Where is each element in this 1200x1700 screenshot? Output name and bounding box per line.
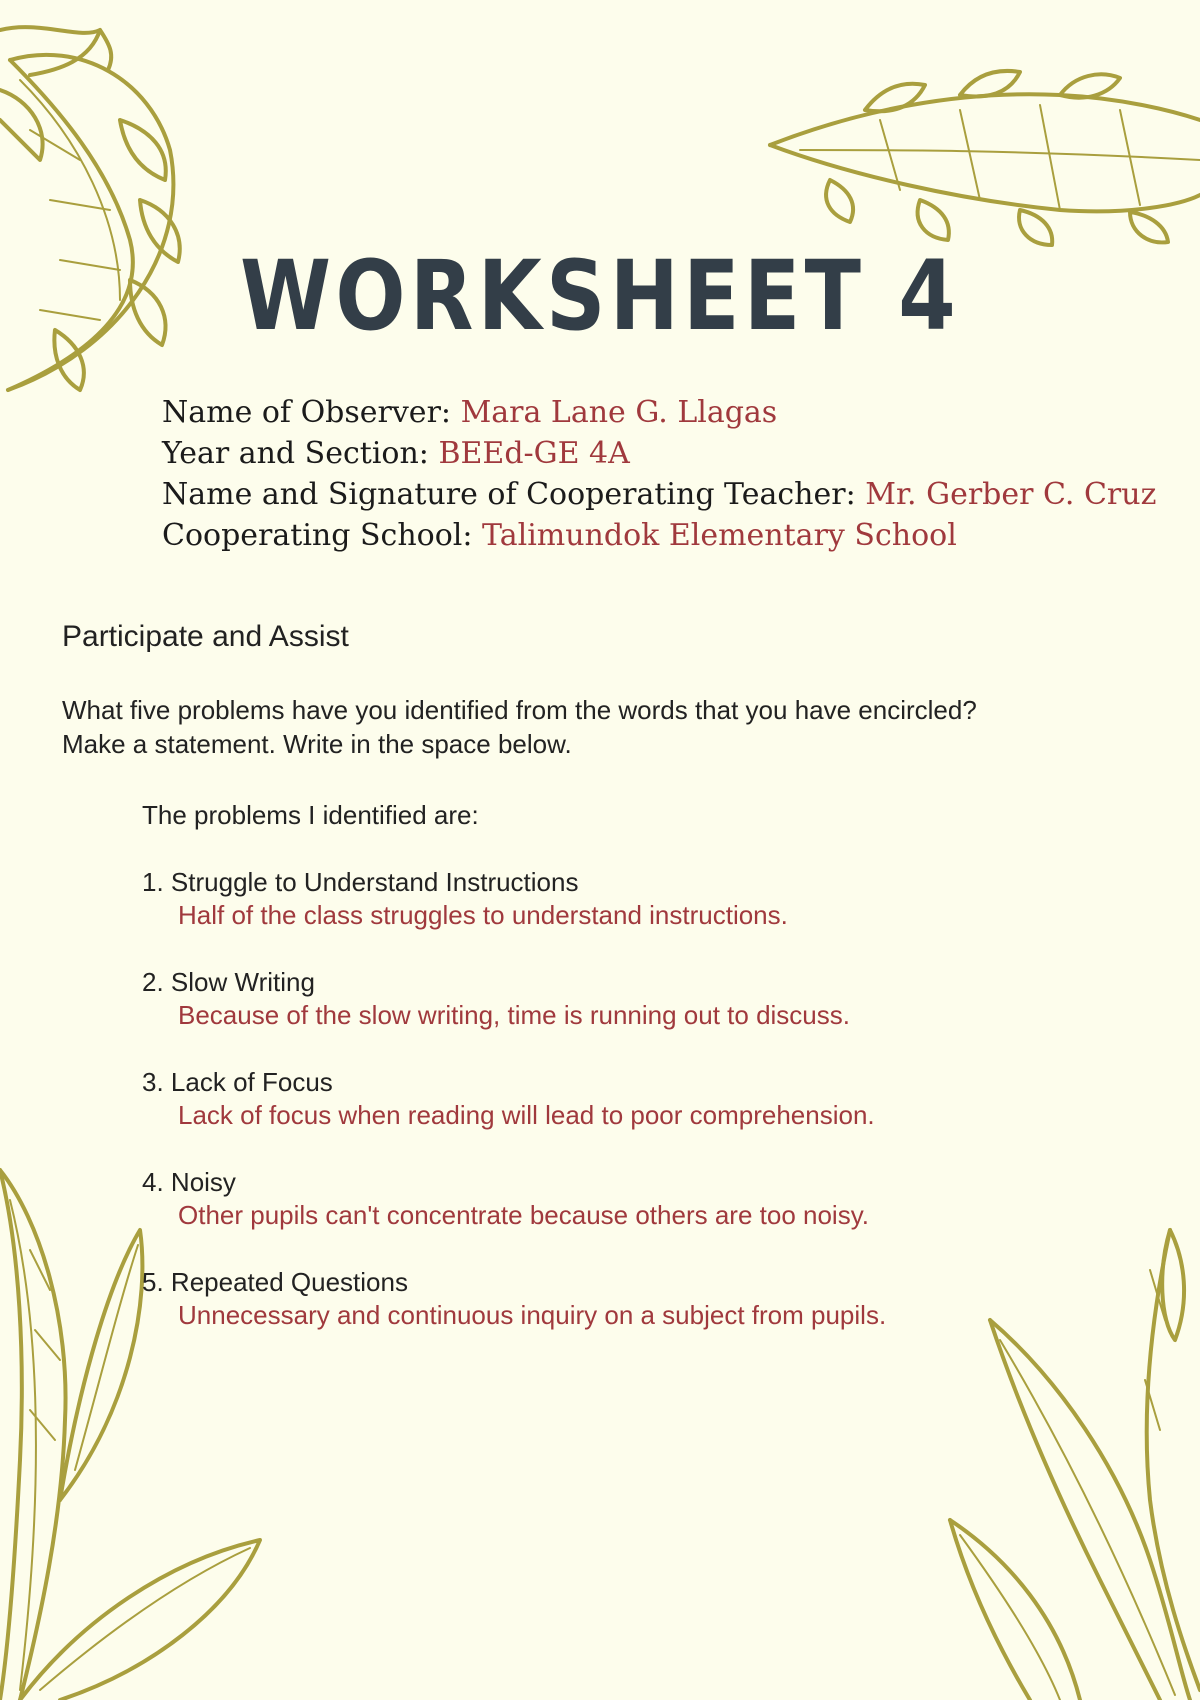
prompt-line-1: What five problems have you identified from the words that you have encircled? bbox=[62, 695, 977, 725]
section-value: BEEd-GE 4A bbox=[438, 436, 630, 471]
list-item bbox=[142, 1166, 1142, 1266]
problem-number: 2. bbox=[142, 967, 164, 997]
problem-heading bbox=[142, 966, 1142, 999]
observer-label: Name of Observer: bbox=[162, 395, 452, 430]
problem-statement: Lack of focus when reading will lead to poor comprehension. bbox=[178, 1100, 875, 1130]
problem-heading bbox=[142, 866, 1142, 899]
observer-row bbox=[162, 392, 1156, 433]
school-row bbox=[162, 515, 1156, 556]
problem-number: 3. bbox=[142, 1067, 164, 1097]
teacher-row bbox=[162, 474, 1156, 515]
problem-title: Lack of Focus bbox=[170, 1067, 333, 1097]
problem-statement: Half of the class struggles to understand instructions. bbox=[178, 900, 788, 930]
list-item bbox=[142, 1266, 1142, 1366]
list-item bbox=[142, 966, 1142, 1066]
list-item bbox=[142, 1066, 1142, 1166]
problem-title: Noisy bbox=[170, 1167, 236, 1197]
observer-info bbox=[162, 392, 1156, 556]
prompt-line-2: Make a statement. Write in the space below. bbox=[62, 729, 572, 759]
page-title: WORKSHEET 4 bbox=[240, 240, 960, 352]
section-label: Year and Section: bbox=[162, 436, 429, 471]
problem-statement: Because of the slow writing, time is running out to discuss. bbox=[178, 1000, 850, 1030]
problem-number: 4. bbox=[142, 1167, 164, 1197]
section-heading: Participate and Assist bbox=[62, 620, 349, 653]
problem-number: 5. bbox=[142, 1267, 164, 1297]
problem-heading bbox=[142, 1166, 1142, 1199]
problem-heading bbox=[142, 1266, 1142, 1299]
problem-number: 1. bbox=[142, 867, 164, 897]
school-value: Talimundok Elementary School bbox=[482, 518, 957, 553]
problem-statement: Unnecessary and continuous inquiry on a subject from pupils. bbox=[178, 1300, 887, 1330]
school-label: Cooperating School: bbox=[162, 518, 473, 553]
observer-value: Mara Lane G. Llagas bbox=[460, 395, 778, 430]
teacher-value: Mr. Gerber C. Cruz bbox=[865, 477, 1157, 512]
section-row bbox=[162, 433, 1156, 474]
problem-heading bbox=[142, 1066, 1142, 1099]
problem-title: Repeated Questions bbox=[170, 1267, 408, 1297]
problems-intro: The problems I identified are: bbox=[142, 800, 479, 830]
question-prompt bbox=[62, 693, 1172, 761]
problem-list bbox=[142, 866, 1142, 1366]
list-item bbox=[142, 866, 1142, 966]
problem-statement: Other pupils can't concentrate because others are too noisy. bbox=[178, 1200, 869, 1230]
problem-title: Slow Writing bbox=[170, 967, 315, 997]
problem-title: Struggle to Understand Instructions bbox=[170, 867, 579, 897]
teacher-label: Name and Signature of Cooperating Teacher: bbox=[162, 477, 856, 512]
